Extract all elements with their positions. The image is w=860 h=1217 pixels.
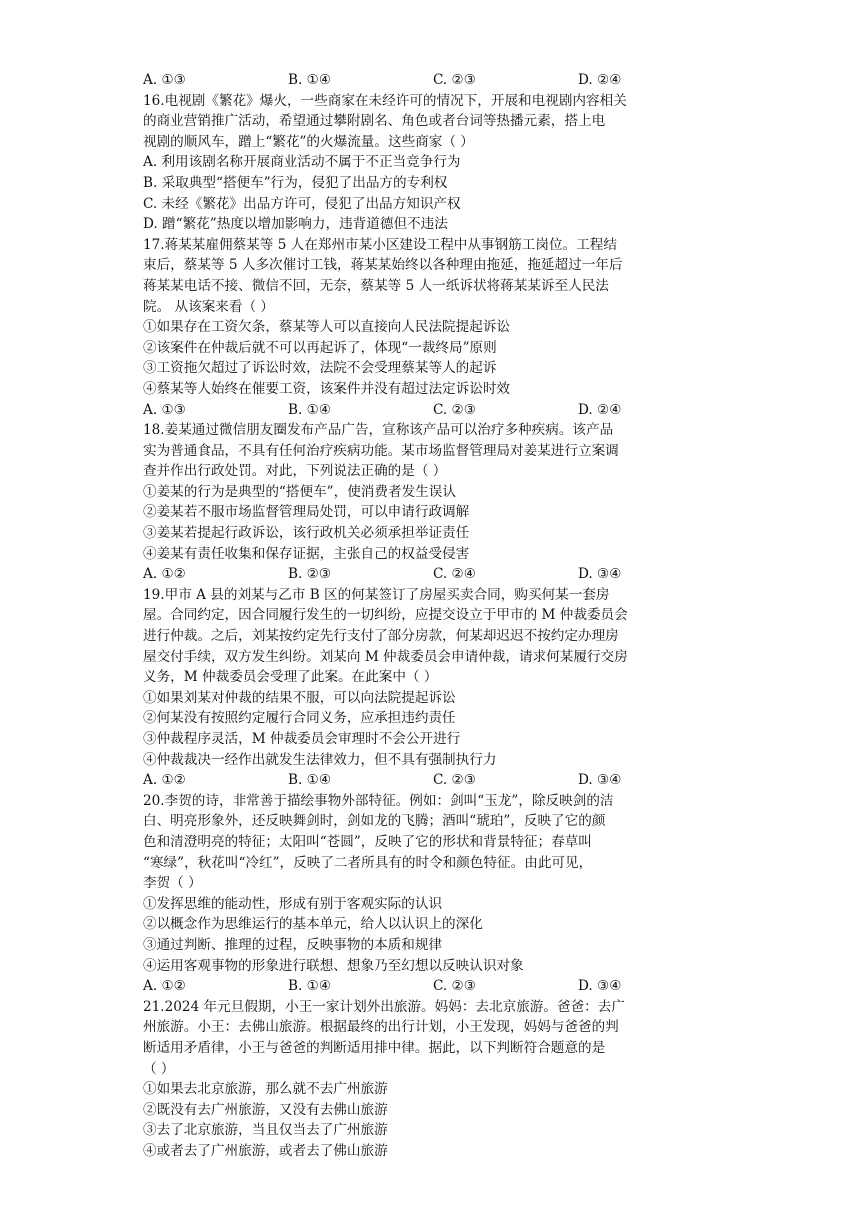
q20-options — [143, 976, 723, 997]
option-d: D. ③④ — [578, 772, 622, 789]
question-stem-line: 断适用矛盾律，小王与爸爸的判断适用排中律。据此，以下判断符合题意的是 — [143, 1039, 606, 1056]
statement-4: ④蔡某等人始终在催要工资，该案件并没有超过法定诉讼时效 — [143, 380, 511, 397]
option-c: C. ②④ — [433, 566, 476, 583]
option-b: B. ①④ — [288, 772, 332, 789]
question-stem-line: 屋交付手续，双方发生纠纷。刘某向 M 仲裁委员会申请仲裁，请求何某履行交房 — [143, 648, 628, 665]
statement-1: ①如果存在工资欠条，蔡某等人可以直接向人民法院提起诉讼 — [143, 319, 511, 336]
option-b: B. ①④ — [288, 72, 332, 88]
choice-b: B. 采取典型“搭便车”行为，侵犯了出品方的专利权 — [143, 174, 448, 191]
statement-3: ③工资拖欠超过了诉讼时效，法院不会受理蔡某等人的起诉 — [143, 360, 497, 377]
statement-2: ②何某没有按照约定履行合同义务，应承担违约责任 — [143, 710, 456, 727]
option-d: D. ③④ — [578, 978, 622, 995]
statement-2: ②以概念作为思维运行的基本单元，给人以认识上的深化 — [143, 916, 483, 933]
statement-2: ②该案件在仲裁后就不可以再起诉了，体现“一裁终局”原则 — [143, 339, 497, 356]
question-19 — [143, 585, 723, 791]
statement-1: ①姜某的行为是典型的“搭便车”，使消费者发生误认 — [143, 483, 456, 500]
option-b: B. ①④ — [288, 978, 332, 995]
question-stem-line: 李贺（ ） — [143, 875, 202, 892]
question-stem-line: 白、明亮形象外，还反映舞剑时，剑如龙的飞腾；酒叫“琥珀”，反映了它的颜 — [143, 813, 606, 830]
choice-a: A. 利用该剧名称开展商业活动不属于不正当竞争行为 — [143, 154, 461, 171]
question-stem-line: 查并作出行政处罚。对此，下列说法正确的是（ ） — [143, 463, 447, 480]
question-stem-line: 21.2024 年元旦假期，小王一家计划外出旅游。妈妈：去北京旅游。爸爸：去广 — [143, 998, 625, 1015]
question-21 — [143, 997, 723, 1162]
option-c: C. ②③ — [433, 772, 476, 789]
statement-4: ④运用客观事物的形象进行联想、想象乃至幻想以反映认识对象 — [143, 957, 524, 974]
statement-4: ④或者去了广州旅游，或者去了佛山旅游 — [143, 1142, 388, 1159]
statement-1: ①如果去北京旅游，那么就不去广州旅游 — [143, 1081, 388, 1098]
question-stem-line: 17.蒋某某雇佣蔡某等 5 人在郑州市某小区建设工程中从事钢筋工岗位。工程结 — [143, 236, 617, 253]
statement-3: ③仲裁程序灵活，M 仲裁委员会审理时不会公开进行 — [143, 731, 461, 747]
statement-3: ③通过判断、推理的过程，反映事物的本质和规律 — [143, 936, 443, 953]
question-18 — [143, 420, 723, 585]
statement-3: ③去了北京旅游，当且仅当去了广州旅游 — [143, 1122, 388, 1139]
option-b: B. ①④ — [288, 401, 332, 418]
choice-c: C. 未经《繁花》出品方许可，侵犯了出品方知识产权 — [143, 195, 461, 212]
statement-4: ④仲裁裁决一经作出就发生法律效力，但不具有强制执行力 — [143, 751, 497, 768]
question-stem-line: 院。 从该案来看（ ） — [143, 298, 274, 315]
exam-page — [143, 70, 723, 1161]
statement-1: ①如果刘某对仲裁的结果不服，可以向法院提起诉讼 — [143, 689, 456, 706]
question-stem-line: 16.电视剧《繁花》爆火，一些商家在未经许可的情况下，开展和电视剧内容相关 — [143, 92, 627, 109]
option-a: A. ①② — [143, 566, 186, 583]
question-stem-line: 束后，蔡某等 5 人多次催讨工钱，蒋某某始终以各种理由拖延，拖延超过一年后 — [143, 257, 623, 274]
option-d: D. ②④ — [578, 401, 622, 418]
statement-2: ②既没有去广州旅游，又没有去佛山旅游 — [143, 1101, 388, 1118]
option-a: A. ①② — [143, 772, 186, 789]
statement-2: ②姜某若不服市场监督管理局处罚，可以申请行政调解 — [143, 504, 470, 521]
statement-4: ④姜某有责任收集和保存证据，主张自己的权益受侵害 — [143, 545, 470, 562]
question-stem-line: 视剧的顺风车，蹭上“繁花”的火爆流量。这些商家（ ） — [143, 133, 474, 150]
q17-options — [143, 400, 723, 421]
option-b: B. ②③ — [288, 566, 332, 583]
question-stem-line: 18.姜某通过微信朋友圈发布产品广告，宣称该产品可以治疗多种疾病。该产品 — [143, 422, 614, 439]
question-stem-line: 19.甲市 A 县的刘某与乙市 B 区的何某签订了房屋买卖合同，购买何某一套房 — [143, 586, 610, 603]
option-c: C. ②③ — [433, 72, 476, 88]
question-stem-line: 进行仲裁。之后，刘某按约定先行支付了部分房款，何某却迟迟不按约定办理房 — [143, 628, 619, 645]
option-d: D. ③④ — [578, 566, 622, 583]
question-stem-line: 实为普通食品，不具有任何治疗疾病功能。某市场监督管理局对姜某进行立案调 — [143, 442, 619, 459]
question-stem-line: 20.李贺的诗，非常善于描绘事物外部特征。例如：剑叫“玉龙”，除反映剑的洁 — [143, 792, 614, 809]
question-16 — [143, 91, 723, 235]
statement-3: ③姜某若提起行政诉讼，该行政机关必须承担举证责任 — [143, 525, 470, 542]
option-c: C. ②③ — [433, 978, 476, 995]
question-stem-line: 蒋某某电话不接、微信不回，无奈，蔡某等 5 人一纸诉状将蒋某某诉至人民法 — [143, 277, 609, 294]
option-a: A. ①② — [143, 978, 186, 995]
question-17 — [143, 235, 723, 420]
question-20 — [143, 791, 723, 997]
question-stem-line: 色和清澄明亮的特征；太阳叫“苍圆”，反映了它的形状和背景特征；春草叫 — [143, 833, 592, 850]
question-stem-line: 屋。合同约定，因合同履行发生的一切纠纷，应提交设立于甲市的 M 仲裁委员会 — [143, 607, 628, 624]
question-stem-line: 义务，M 仲裁委员会受理了此案。在此案中（ ） — [143, 669, 438, 686]
statement-1: ①发挥思维的能动性，形成有别于客观实际的认识 — [143, 895, 443, 912]
q15-options — [143, 70, 723, 91]
question-stem-line: 州旅游。小王：去佛山旅游。根据最终的出行计划，小王发现，妈妈与爸爸的判 — [143, 1019, 619, 1036]
question-stem-line: （ ） — [143, 1060, 175, 1077]
option-c: C. ②③ — [433, 401, 476, 418]
option-a: A. ①③ — [143, 72, 186, 88]
option-a: A. ①③ — [143, 401, 186, 418]
question-stem-line: “寒绿”，秋花叫“冷红”，反映了二者所具有的时令和颜色特征。由此可见， — [143, 854, 593, 871]
choice-d: D. 蹭“繁花”热度以增加影响力，违背道德但不违法 — [143, 216, 448, 233]
option-d: D. ②④ — [578, 72, 622, 88]
question-stem-line: 的商业营销推广活动，希望通过攀附剧名、角色或者台词等热播元素，搭上电 — [143, 113, 606, 130]
q19-options — [143, 770, 723, 791]
q18-options — [143, 564, 723, 585]
